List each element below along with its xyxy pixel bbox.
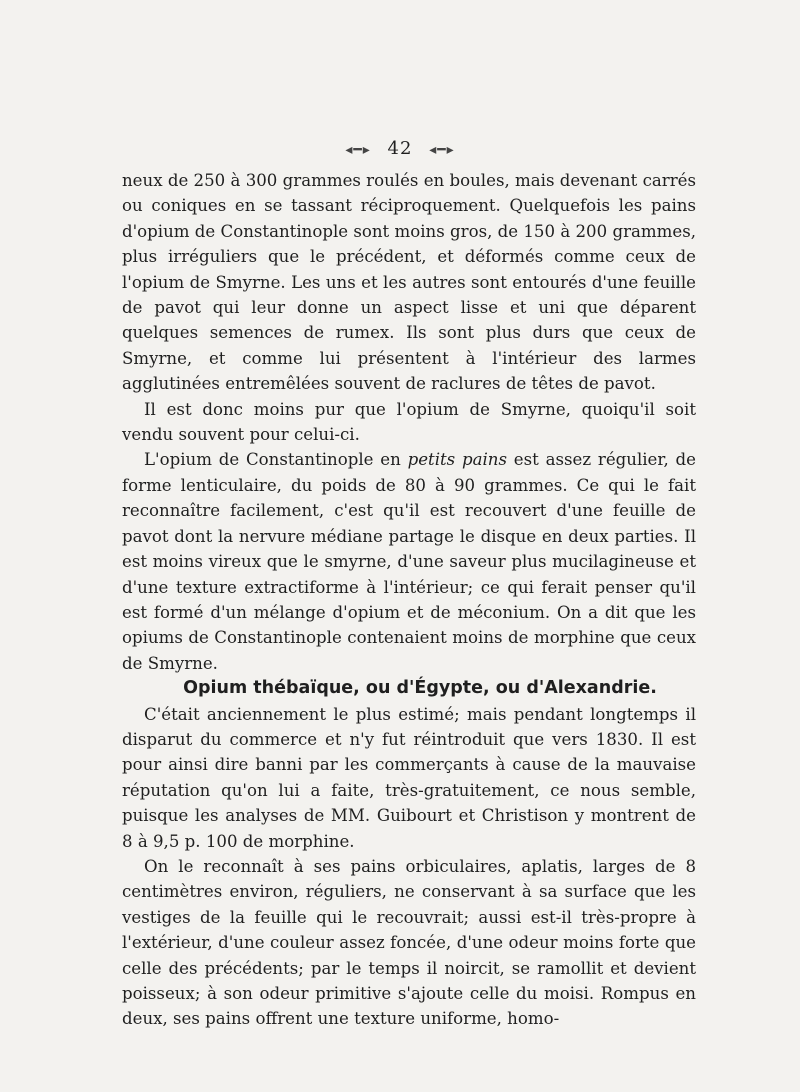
paragraph: C'était anciennement le plus estimé; mais pendant longtemps il disparut du commerce et n'y fut réintroduit que vers 1830. Il est pour ainsi dire banni par les commerçants à cause de la mauvaise réputation qu'on lui a faite, très-gratuitement, ce nous semble, puisque les analyses de MM. Guibourt et Christison y montrent de 8 à 9,5 p. 100 de morphine. [122,704,696,851]
page-header [0,138,800,159]
ornament-left-icon: ◂━▸ [345,142,371,158]
paragraph-continued: neux de 250 à 300 grammes roulés en boules, mais devenant carrés ou coniques en se tassant réciproquement. Quelquefois les pains d'opium de Constantinople sont moins gros, de 150 à 200 grammes, plus irréguliers que le précédent, et déformés comme ceux de l'opium de Smyrne. Les uns et les autres sont entourés d'une feuille de pavot qui leur donne un aspect lisse et uni que déparent quelques semences de rumex. Ils sont plus durs que ceux de Smyrne, et comme lui présentent à l'intérieur des larmes agglutinées entremêlées souvent de raclures de têtes de pavot. [122,171,696,394]
page-body [122,168,696,1032]
paragraph-text: est assez régulier, de forme lenticulaire, du poids de 80 à 90 grammes. Ce qui le fait reconnaître facilement, c'est qu'il est recouvert d'une feuille de pavot dont la nervure médiane partage le disque en deux parties. Il est moins vireux que le smyrne, d'une saveur plus mucilagineuse et d'une texture extractiforme à l'intérieur; ce qui ferait penser qu'il est formé d'un mélange d'opium et de méconium. On a dit que les opiums de Constantinople contenaient moins de morphine que ceux de Smyrne. [122,450,696,673]
section-heading: Opium thébaïque, ou d'Égypte, ou d'Alexandrie. [183,678,657,699]
italic-term: petits pains [407,450,508,470]
paragraph [122,447,696,676]
ornament-right-icon: ◂━▸ [429,142,455,158]
paragraph: Il est donc moins pur que l'opium de Smyrne, quoiqu'il soit vendu souvent pour celui-ci. [122,399,696,445]
paragraph: On le reconnaît à ses pains orbiculaires, aplatis, larges de 8 centimètres environ, réguliers, ne conservant à sa surface que les vestiges de la feuille qui le recouvrait; aussi est-il très-propre à l'extérieur, d'une couleur assez foncée, d'une odeur moins forte que celle des précédents; par le temps il noircit, se ramollit et devient poisseux; à son odeur primitive s'ajoute celle du moisi. Rompus en deux, ses pains offrent une texture uniforme, homo- [122,856,696,1029]
page-number: 42 [387,138,413,159]
paragraph-text: L'opium de Constantinople en [144,450,408,470]
